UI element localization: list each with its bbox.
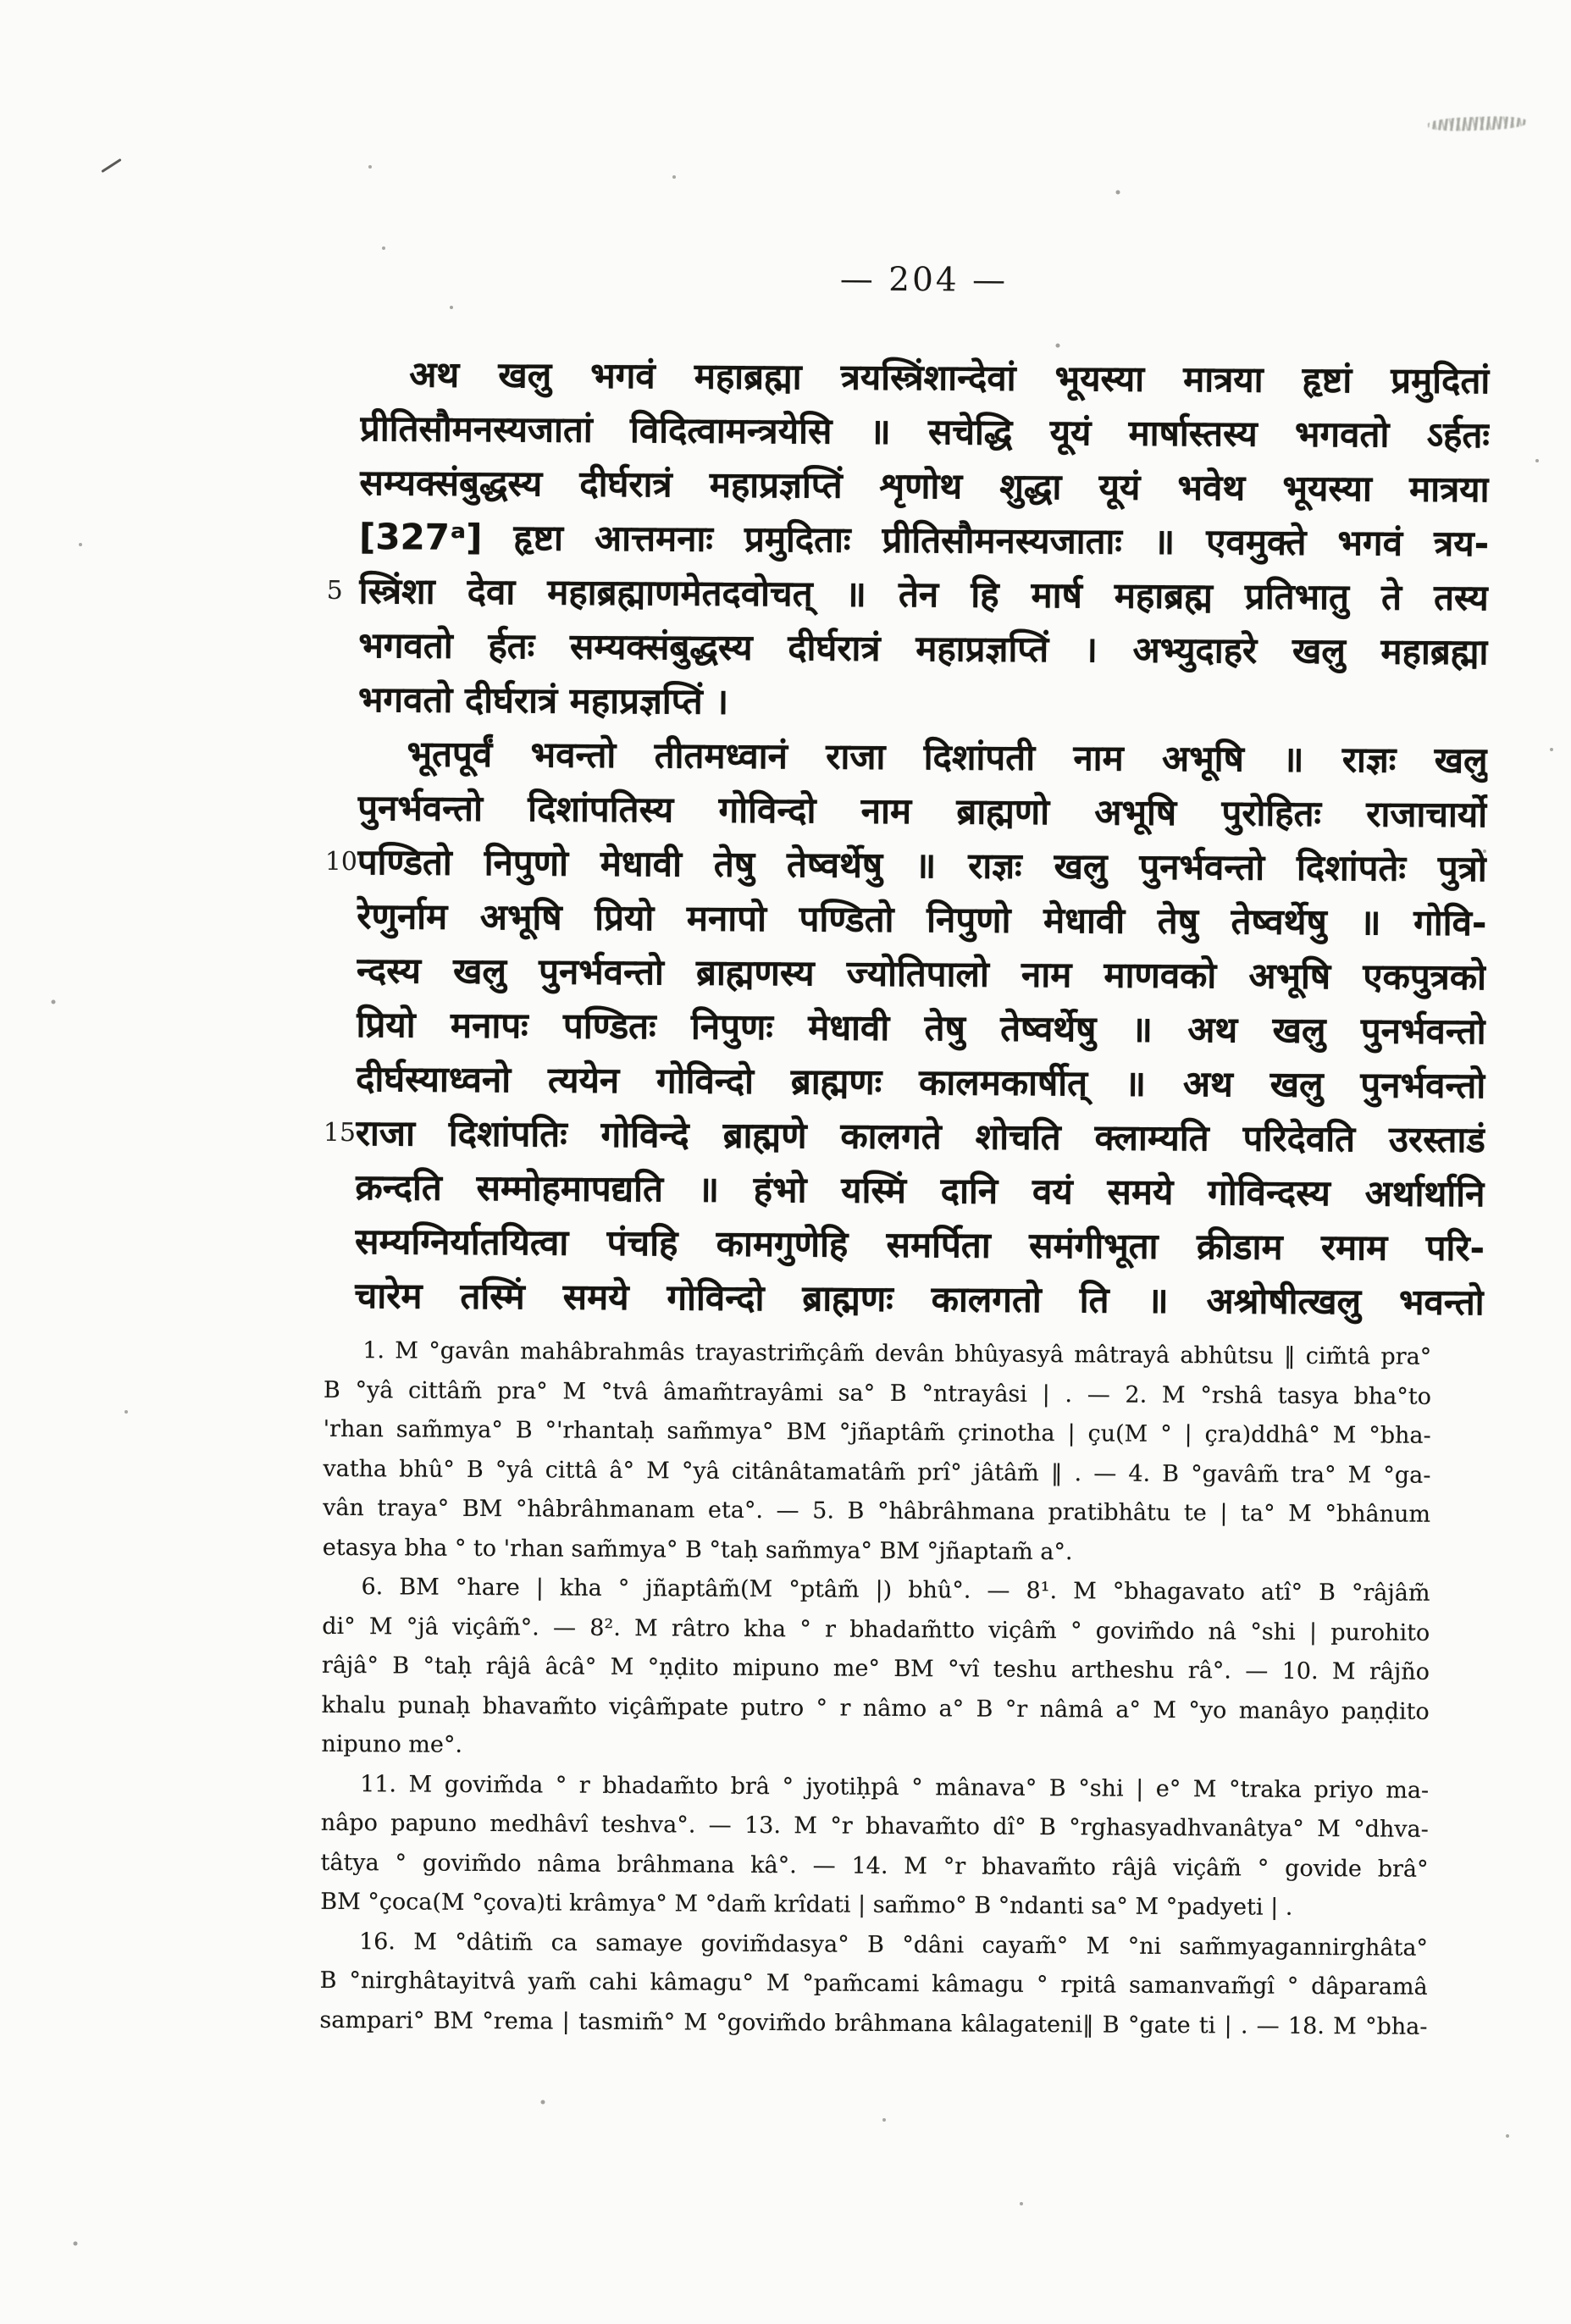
text-line — [355, 1215, 1485, 1275]
devanagari-line-text: दीर्घस्याध्वनो त्ययेन गोविन्दो ब्राह्मणः कालमकार्षीत् ॥ अथ खलु पुनर्भवन्तो — [356, 1058, 1486, 1107]
text-line — [355, 1160, 1485, 1221]
apparatus-line-text: 11. M govim̃da ° r bhadam̃to brâ ° jyotiḥpâ ° mânava° B °shi | e° M °traka priyo ma- — [360, 1770, 1430, 1804]
devanagari-line-text: प्रियो मनापः पण्डितः निपुणः मेधावी तेषु तेष्वर्थेषु ॥ अथ खलु पुनर्भवन्तो — [356, 1004, 1486, 1053]
apparatus-line-text: di° M °jâ viçâm̃°. — 8². M râtro kha ° r bhadam̃tto viçâm̃ ° govim̃do nâ °shi | purohito — [322, 1613, 1430, 1646]
apparatus-line-text: vatha bhû° B °yâ cittâ â° M °yâ citânâtamatâm̃ prî° jâtâm̃ ‖ . — 4. B °gavâm̃ tra° M °ga- — [323, 1455, 1431, 1489]
devanagari-line-text: क्रन्दति सम्मोहमापद्यति ॥ हंभो यस्मिं दानि वयं समये गोविन्दस्य अर्थार्थानि — [355, 1166, 1485, 1215]
devanagari-line-text: भगवतो दीर्घरात्रं महाप्रज्ञप्तिं । — [357, 678, 729, 722]
apparatus-line-text: sampari° BM °rema | tasmim̃° M °govim̃do brâhmana kâlagateni‖ B °gate ti | . — 18. M °bha- — [319, 2006, 1428, 2040]
apparatus-line-text: tâtya ° govim̃do nâma brâhmana kâ°. — 14. M °r bhavam̃to râjâ viçâm̃ ° govide brâ° — [320, 1849, 1429, 1883]
text-line — [357, 727, 1487, 788]
margin-line-number: 5 — [326, 575, 343, 606]
devanagari-line-text: रेणुर्नाम अभूषि प्रियो मनापो पण्डितो निपुणो मेधावी तेषु तेष्वर्थेषु ॥ गोवि- — [357, 895, 1487, 944]
apparatus-line-text: vân traya° BM °hâbrâhmanam eta°. — 5. B °hâbrâhmana pratibhâtu te | ta° M °bhânum — [323, 1494, 1431, 1528]
apparatus-line-text: B °nirghâtayitvâ yam̃ cahi kâmagu° M °pam̃cami kâmagu ° rpitâ samanvam̃gî ° dâparamâ — [319, 1967, 1428, 2000]
text-line — [324, 835, 1487, 896]
devanagari-line-text: पुनर्भवन्तो दिशांपतिस्य गोविन्दो नाम ब्राह्मणो अभूषि पुरोहितः राजाचार्यो — [357, 787, 1488, 836]
text-line — [326, 564, 1489, 625]
text-line — [359, 456, 1489, 517]
devanagari-line-text: स्त्रिंशा देवा महाब्रह्माणमेतदवोचत् ॥ तेन हि मार्ष महाब्रह्म प्रतिभातु ते तस्य — [358, 570, 1489, 619]
text-line — [358, 618, 1488, 679]
apparatus-line-text: 16. M °dâtim̃ ca samaye govim̃dasya° B °dâni cayam̃° M °ni sam̃myagannirghâta° — [358, 1928, 1429, 1962]
page-number: — 204 — — [839, 260, 1009, 300]
devanagari-line-text: सम्यक्संबुद्धस्य दीर्घरात्रं महाप्रज्ञप्तिं शृणोथ शुद्धा यूयं भवेथ भूयस्या मात्रया — [359, 462, 1490, 511]
text-line — [358, 672, 1488, 733]
text-line — [357, 889, 1486, 950]
devanagari-line-text: पण्डितो निपुणो मेधावी तेषु तेष्वर्थेषु ॥ राज्ञः खलु पुनर्भवन्तो दिशांपतेः पुत्रो — [357, 841, 1487, 890]
text-line — [359, 510, 1489, 571]
margin-line-number: 10 — [324, 846, 358, 877]
devanagari-line-text: अथ खलु भगवं महाब्रह्मा त्रयस्त्रिंशान्देवां भूयस्या मात्रया हृष्टां प्रमुदितां — [409, 353, 1491, 402]
devanagari-line-text: सम्यग्निर्यातयित्वा पंचहि कामगुणेहि समर्पिता समंगीभूता क्रीडाम रमाम परि- — [354, 1220, 1485, 1270]
text-line — [360, 401, 1490, 462]
critical-apparatus-block — [319, 1331, 1431, 2047]
main-devanagari-text-block — [323, 347, 1491, 1330]
apparatus-line-text: etasya bha ° to 'rhan sam̃mya° B °taḥ sam̃mya° BM °jñaptam̃ a°. — [322, 1534, 1073, 1565]
apparatus-line-text: nâpo papuno medhâvî teshva°. — 13. M °r bhavam̃to dî° B °rghasyadhvanâtya° M °dhva- — [320, 1809, 1429, 1843]
text-line — [360, 347, 1490, 408]
margin-line-number: 15 — [323, 1117, 357, 1148]
text-line — [354, 1269, 1484, 1330]
text-line — [356, 998, 1485, 1059]
text-line — [357, 781, 1487, 842]
devanagari-line-text: भगवतो र्हतः सम्यक्संबुद्धस्य दीर्घरात्रं महाप्रज्ञप्तिं । अभ्युदाहरे खलु महाब्रह्मा — [358, 624, 1489, 673]
text-line — [323, 1106, 1485, 1167]
apparatus-line-text: nipuno me°. — [321, 1730, 463, 1758]
apparatus-line-text: 1. M °gavân mahâbrahmâs trayastrim̃çâm̃ devân bhûyasyâ mâtrayâ abhûtsu ‖ cim̃tâ pra° — [362, 1337, 1432, 1370]
apparatus-line-text: 6. BM °hare | kha ° jñaptâm̃(M °ptâm̃ |) bhû°. — 8¹. M °bhagavato atî° B °râjâm̃ — [361, 1574, 1430, 1607]
apparatus-line-text: khalu punaḥ bhavam̃to viçâm̃pate putro ° r nâmo a° B °r nâmâ a° M °yo manâyo paṇḍito — [321, 1691, 1430, 1725]
devanagari-line-text: राजा दिशांपतिः गोविन्दे ब्राह्मणे कालगते शोचति क्लाम्यति परिदेवति उरस्ताडं — [355, 1112, 1485, 1161]
text-line — [357, 943, 1486, 1004]
text-line — [356, 1052, 1485, 1113]
apparatus-line-text: râjâ° B °taḥ râjâ âcâ° M °ṇḍito mipuno me° BM °vî teshu artheshu râ°. — 10. M râjño — [321, 1652, 1430, 1685]
devanagari-line-text: प्रीतिसौमनस्यजातां विदित्वामन्त्रयेसि ॥ सचेद्धि यूयं मार्षास्तस्य भगवतो ऽर्हतः — [359, 407, 1491, 456]
devanagari-line-text: चारेम तस्मिं समये गोविन्दो ब्राह्मणः कालगतो ति ॥ अश्रोषीत्खलु भवन्तो — [354, 1275, 1485, 1324]
apparatus-line-text: BM °çoca(M °çova)ti krâmya° M °dam̃ krîdati | sam̃mo° B °ndanti sa° M °padyeti | . — [320, 1888, 1293, 1921]
devanagari-line-text: [327ᵃ] हृष्टा आत्तमनाः प्रमुदिताः प्रीतिसौमनस्यजाताः ॥ एवमुक्ते भगवं त्रय- — [358, 516, 1490, 565]
devanagari-line-text: न्दस्य खलु पुनर्भवन्तो ब्राह्मणस्य ज्योतिपालो नाम माणवको अभूषि एकपुत्रको — [356, 949, 1487, 999]
devanagari-line-text: भूतपूर्वं भवन्तो तीतमध्वानं राजा दिशांपती नाम अभूषि ॥ राज्ञः खलु — [407, 733, 1488, 782]
apparatus-line-text: 'rhan sam̃mya° B °'rhantaḥ sam̃mya° BM °jñaptâm̃ çrinotha | çu(M ° | çra)ddhâ° M °bha- — [323, 1415, 1431, 1449]
apparatus-line-text: B °yâ cittâm̃ pra° M °tvâ âmam̃trayâmi sa° B °ntrayâsi | . — 2. M °rshâ tasya bha°to — [323, 1376, 1432, 1410]
